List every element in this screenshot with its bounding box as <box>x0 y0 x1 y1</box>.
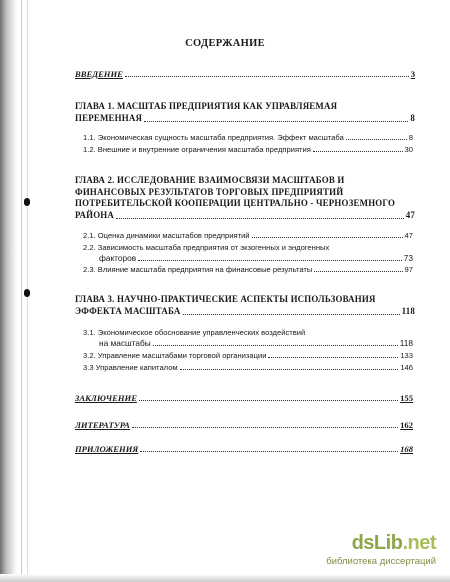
toc-entry-label: ВВЕДЕНИЕ <box>75 69 123 79</box>
dslib-watermark[interactable] <box>328 532 440 570</box>
toc-leader-dots <box>153 344 398 346</box>
toc-page-number: 30 <box>404 145 413 154</box>
toc-section-2-2[interactable] <box>83 243 413 263</box>
toc-leader-dots <box>252 236 403 238</box>
toc-page-number: 8 <box>408 133 413 142</box>
toc-page-number: 146 <box>400 363 413 372</box>
toc-chapter-3[interactable] <box>75 294 415 317</box>
punch-hole-mark <box>24 289 30 297</box>
chapter-heading-line: ГЛАВА 3. НАУЧНО-ПРАКТИЧЕСКИЕ АСПЕКТЫ ИСПОЛЬЗОВАНИЯ <box>75 294 376 304</box>
chapter-heading-line: ГЛАВА 1. МАСШТАБ ПРЕДПРИЯТИЯ КАК УПРАВЛЯЕМАЯ <box>75 101 338 111</box>
page-title: СОДЕРЖАНИЕ <box>185 38 265 49</box>
toc-entry-label: ПРИЛОЖЕНИЯ <box>75 444 139 454</box>
toc-page-number: 47 <box>405 209 415 220</box>
toc-entry-literature[interactable] <box>75 420 413 430</box>
toc-entry-label: 2.3. Влияние масштаба предприятия на финансовые результаты <box>83 265 313 274</box>
toc-entry-label: 2.2. Зависимость масштаба предприятия от экзогенных и эндогенных <box>83 243 330 252</box>
toc-page-number: 118 <box>401 305 415 316</box>
toc-entry-label: 3.3 Управление капиталом <box>83 363 178 372</box>
toc-leader-dots <box>132 426 398 428</box>
toc-leader-dots <box>313 150 403 152</box>
toc-section-3-3[interactable] <box>83 363 413 372</box>
toc-entry-label: факторов <box>99 253 137 263</box>
toc-page-number: 118 <box>399 338 413 348</box>
dslib-logo: dsLib.net <box>351 532 436 554</box>
toc-section-1-2[interactable] <box>83 145 413 154</box>
toc-leader-dots <box>314 270 402 272</box>
chapter-heading-line: ГЛАВА 2. ИССЛЕДОВАНИЕ ВЗАИМОСВЯЗИ МАСШТАБОВ И <box>75 175 345 185</box>
toc-leader-dots <box>183 313 400 315</box>
toc-entry-label: 3.1. Экономическое обоснование управленческих воздействий <box>83 328 306 337</box>
dslib-tagline: библиотека диссертаций <box>326 556 436 567</box>
toc-entry-conclusion[interactable] <box>75 393 413 403</box>
toc-page-number: 3 <box>410 69 415 79</box>
toc-leader-dots <box>140 450 398 452</box>
toc-entry-label: 3.2. Управление масштабами торговой организации <box>83 351 267 360</box>
toc-entry-label: ЗАКЛЮЧЕНИЕ <box>75 393 137 403</box>
toc-entry-intro[interactable] <box>75 69 415 79</box>
toc-page-number: 168 <box>400 444 413 454</box>
toc-leader-dots <box>138 259 402 261</box>
toc-leader-dots <box>125 75 409 77</box>
toc-leader-dots <box>268 356 398 358</box>
toc-entry-appendix[interactable] <box>75 444 413 454</box>
chapter-heading-line: РАЙОНА <box>75 209 115 220</box>
chapter-heading-line: ПЕРЕМЕННАЯ <box>75 112 143 123</box>
toc-page-number: 8 <box>410 112 415 123</box>
toc-leader-dots <box>346 138 407 140</box>
toc-entry-label: 1.2. Внешние и внутренние ограничения масштаба предприятия <box>83 145 311 154</box>
toc-entry-label: 2.1. Оценка динамики масштабов предприятий <box>83 231 250 240</box>
toc-leader-dots <box>180 368 399 370</box>
toc-chapter-2[interactable] <box>75 175 415 221</box>
toc-leader-dots <box>116 217 404 219</box>
chapter-heading-line: ЭФФЕКТА МАСШТАБА <box>75 305 181 316</box>
toc-chapter-1[interactable] <box>75 101 415 124</box>
punch-hole-mark <box>24 198 30 206</box>
toc-entry-label: на масштабы <box>99 338 151 348</box>
scan-edge-line <box>21 0 22 582</box>
toc-section-3-2[interactable] <box>83 351 413 360</box>
toc-leader-dots <box>139 399 398 401</box>
toc-page-number: 133 <box>400 351 413 360</box>
toc-leader-dots <box>144 120 408 122</box>
toc-page-number: 162 <box>400 420 413 430</box>
toc-page-number: 73 <box>403 253 413 263</box>
toc-section-3-1[interactable] <box>83 328 413 348</box>
toc-section-2-3[interactable] <box>83 265 413 274</box>
scan-bottom-shadow <box>0 574 450 582</box>
toc-page-number: 97 <box>404 265 413 274</box>
toc-section-1-1[interactable] <box>83 133 413 142</box>
scan-binding-shadow <box>0 0 18 582</box>
toc-entry-label: 1.1. Экономическая сущность масштаба предприятия. Эффект масштаба <box>83 133 344 142</box>
chapter-heading-line: ФИНАНСОВЫХ РЕЗУЛЬТАТОВ ТОРГОВЫХ ПРЕДПРИЯТИЙ <box>75 186 344 197</box>
toc-section-2-1[interactable] <box>83 231 413 240</box>
chapter-heading-line: ПОТРЕБИТЕЛЬСКОЙ КООПЕРАЦИИ ЦЕНТРАЛЬНО - ЧЕРНОЗЕМНОГО <box>75 198 396 208</box>
toc-page-number: 47 <box>404 231 413 240</box>
toc-page-number: 155 <box>400 393 413 403</box>
toc-entry-label: ЛИТЕРАТУРА <box>75 420 130 430</box>
